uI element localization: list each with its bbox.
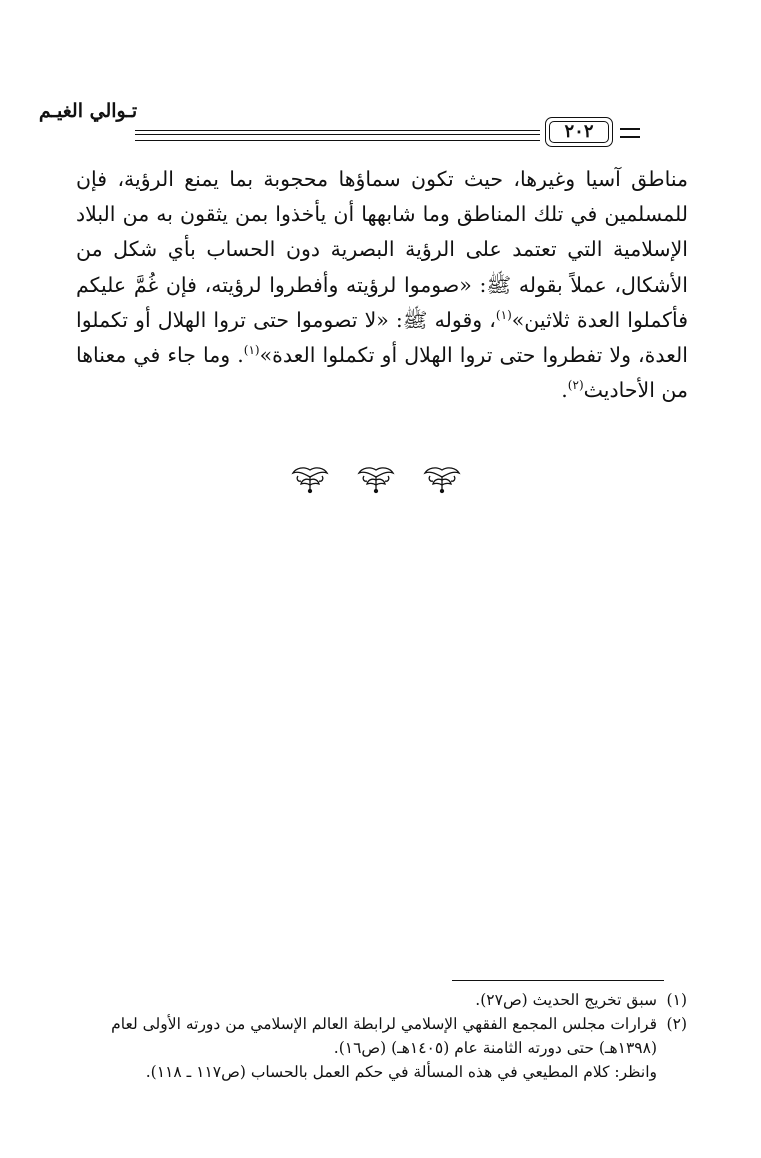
floral-ornament-icon: [422, 466, 462, 494]
paragraph-text-1: مناطق آسيا وغيرها، حيث تكون سماؤها محجوبة بما يمنع الرؤية، فإن للمسلمين في تلك المناطق وما شابهها أن يأخذوا بمن يثقون به من البلاد الإسلامية التي تعتمد على الرؤية البصرية دون الحساب بأي شكل من الأشكال، عملاً بقوله ﷺ: «صوموا لرؤيته وأفطروا لرؤيته، فإن غُمَّ عليكم فأكملوا العدة ثلاثين»: [76, 167, 688, 332]
footnotes: [60, 988, 687, 1084]
footnote-continuation: وانظر: كلام المطيعي في هذه المسألة في حكم العمل بالحساب (ص١١٧ ـ ١١٨).: [145, 1063, 657, 1081]
footnote-ref[interactable]: (١): [495, 307, 512, 322]
body-paragraph: [76, 162, 688, 408]
footnote-1: [60, 988, 687, 1012]
page-number-text: ٢٠٢: [564, 121, 594, 142]
footnote-text: قرارات مجلس المجمع الفقهي الإسلامي لرابطة العالم الإسلامي من دورته الأولى لعام (١٣٩٨هـ) حتى دورته الثامنة عام (١٤٠٥هـ) (ص١٦).: [111, 1015, 657, 1057]
main-text: [76, 162, 688, 408]
header-rule: [135, 130, 540, 131]
running-header-title: تـوالي الغيـم: [38, 100, 138, 122]
header-dash: [620, 136, 640, 138]
header-rule: [135, 134, 540, 135]
paragraph-text-2: ، وقوله ﷺ: «لا تصوموا حتى تروا الهلال أو تكملوا العدة، ولا تفطروا حتى تروا الهلال أو تكملوا العدة»: [76, 307, 688, 368]
footnote-ref[interactable]: (٢): [567, 378, 584, 393]
footnote-number: (١): [666, 991, 687, 1009]
header-rule: [135, 140, 540, 141]
page-number: [545, 117, 613, 147]
header-dash: [620, 128, 640, 130]
footnote-2: [60, 1012, 687, 1060]
floral-ornament-icon: [290, 466, 330, 494]
floral-ornament-icon: [356, 466, 396, 494]
footnote-text: سبق تخريج الحديث (ص٢٧).: [475, 991, 657, 1009]
footnote-separator: [452, 980, 664, 981]
footnote-ref[interactable]: (١): [243, 343, 260, 358]
paragraph-text-3: . وما جاء في معناها من الأحاديث: [76, 343, 688, 403]
paragraph-text-4: .: [561, 378, 568, 403]
footnote-number: (٢): [666, 1015, 687, 1033]
section-ornaments: [290, 466, 462, 496]
